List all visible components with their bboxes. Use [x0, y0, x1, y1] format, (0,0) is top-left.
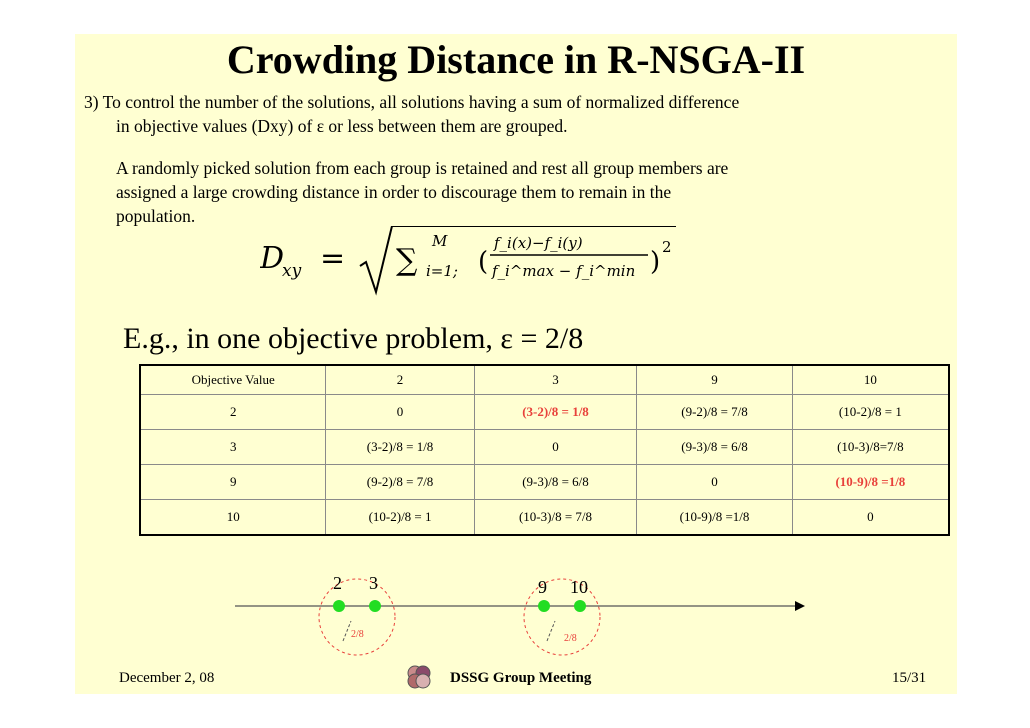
point-10	[574, 600, 586, 612]
point-3-line-3: A randomly picked solution from each group is retained and rest all group members are	[116, 158, 729, 178]
group-label-1: 2/8	[351, 629, 364, 640]
number-line-arrow	[795, 601, 805, 611]
table-cell: (3-2)/8 = 1/8	[326, 430, 474, 465]
table-cell: (10-3)/8=7/8	[792, 430, 949, 465]
point-9	[538, 600, 550, 612]
dxy-formula	[260, 226, 690, 306]
sum-upper: M	[432, 232, 448, 250]
label-point-3: 3	[369, 573, 378, 593]
table-cell: (10-9)/8 =1/8	[792, 465, 949, 500]
formula-equals: =	[320, 241, 346, 276]
table-cell: (10-2)/8 = 1	[326, 500, 474, 536]
group-logo-icon	[405, 664, 433, 690]
formula-lhs: D	[260, 241, 285, 276]
table-row	[140, 430, 949, 465]
number-line-diagram	[225, 569, 825, 669]
table-cell: 0	[637, 465, 792, 500]
table-cell: (9-2)/8 = 7/8	[637, 395, 792, 430]
table-cell: (3-2)/8 = 1/8	[474, 395, 637, 430]
formula-numerator: f_i(x)−f_i(y)	[494, 234, 583, 252]
group-label-2: 2/8	[564, 633, 577, 644]
point-3-line-1: 3) To control the number of the solutions, all solutions having a sum of normalized difference	[84, 92, 740, 112]
sum-lower: i=1;	[426, 262, 458, 280]
radius-line-2	[547, 621, 555, 641]
row-header-cell: 3	[140, 430, 326, 465]
table-cell: (9-2)/8 = 7/8	[326, 465, 474, 500]
header-cell: 9	[637, 365, 792, 395]
point-3-line-5: population.	[116, 206, 196, 226]
table-cell: 0	[792, 500, 949, 536]
header-cell: 3	[474, 365, 637, 395]
label-point-2: 2	[333, 573, 342, 593]
header-cell: 2	[326, 365, 474, 395]
footer-page-number: 15/31	[892, 670, 927, 686]
table-cell: 0	[326, 395, 474, 430]
svg-text:∑: ∑	[396, 243, 418, 278]
label-point-10: 10	[570, 577, 588, 597]
footer-date: December 2, 08	[119, 670, 215, 686]
table-row	[140, 500, 949, 536]
label-point-9: 9	[538, 577, 547, 597]
svg-text:(: (	[478, 247, 489, 277]
row-header-cell: 10	[140, 500, 326, 536]
example-heading: E.g., in one objective problem, ε = 2/8	[123, 322, 584, 355]
footer-meeting: DSSG Group Meeting	[450, 670, 592, 686]
table-cell: (10-9)/8 =1/8	[637, 500, 792, 536]
row-header-cell: 9	[140, 465, 326, 500]
formula-denominator: f_i^max − f_i^min	[492, 262, 636, 280]
table-cell: (9-3)/8 = 6/8	[637, 430, 792, 465]
header-cell-objective-value: Objective Value	[140, 365, 326, 395]
svg-text:): )	[650, 247, 661, 277]
point-2	[333, 600, 345, 612]
point-3-line-4: assigned a large crowding distance in order to discourage them to remain in the	[116, 182, 672, 202]
point-3-text	[84, 90, 934, 228]
point-3-line-2: in objective values (Dxy) of ε or less between them are grouped.	[116, 116, 568, 136]
table-row	[140, 465, 949, 500]
table-cell: 0	[474, 430, 637, 465]
radius-line-1	[343, 621, 351, 641]
table-cell: (9-3)/8 = 6/8	[474, 465, 637, 500]
table-header-row	[140, 365, 949, 395]
formula-exponent: 2	[662, 238, 672, 256]
point-3	[369, 600, 381, 612]
slide	[75, 34, 957, 694]
row-header-cell: 2	[140, 395, 326, 430]
table-row	[140, 395, 949, 430]
distance-table	[139, 364, 950, 536]
header-cell: 10	[792, 365, 949, 395]
table-cell: (10-2)/8 = 1	[792, 395, 949, 430]
formula-lhs-sub: xy	[282, 261, 302, 281]
table-cell: (10-3)/8 = 7/8	[474, 500, 637, 536]
group-circle-2	[524, 579, 600, 655]
group-circle-1	[319, 579, 395, 655]
slide-title: Crowding Distance in R-NSGA-II	[226, 37, 806, 82]
